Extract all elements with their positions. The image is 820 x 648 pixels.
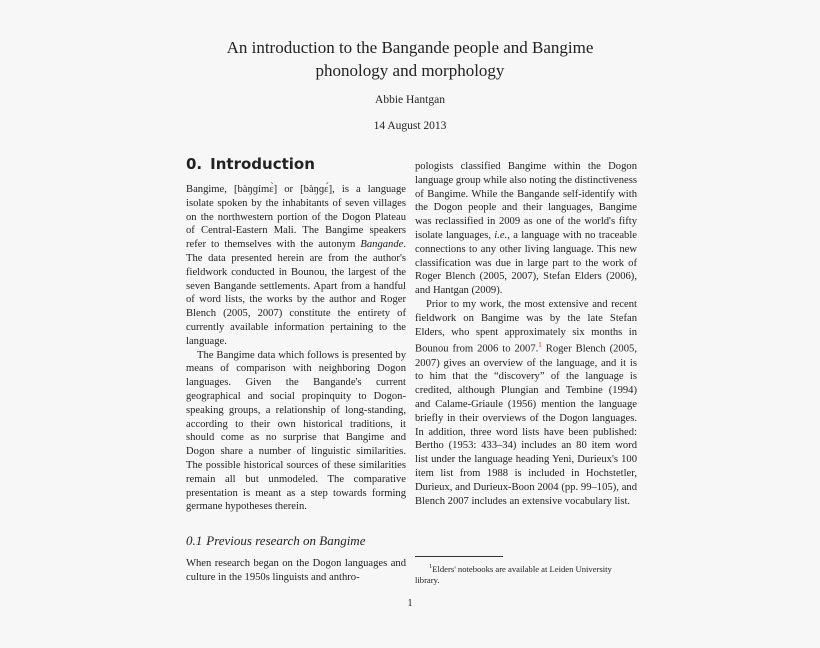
section-title: Introduction bbox=[210, 155, 315, 173]
paragraph-text: Roger Blench (2005, 2007) gives an overview of the language, and it is to him that the “discovery” of the language is credited, although Plungian and Tembine (1994) and Calame-Griaule (1956) mention the language briefly in their overviews of the Dogon languages. In addition, three word lists have been published: Bertho (1953: 433–34) includes an 80 item word list under the language heading Yeni, Durieux's 100 item list from 1988 is included in Hochstetler, Durieux, and Durieux-Boon 2004 (pp. 99–105), and Blench 2007 includes an extensive vocabulary list. bbox=[415, 343, 637, 507]
section-heading bbox=[186, 155, 315, 173]
subsection-title: Previous research on Bangime bbox=[206, 533, 366, 548]
footnote-reference[interactable]: 1 bbox=[538, 341, 542, 350]
footnote-divider bbox=[415, 556, 503, 557]
footnote-marker: 1 bbox=[429, 563, 433, 570]
publication-date: 14 August 2013 bbox=[373, 120, 447, 132]
paragraph-text: , a language with no traceable connections to any other living language. This new classification was due in large part to the work of Roger Blench (2005, 2007), Stefan Elders (2006), and Hantgan (2009). bbox=[415, 229, 637, 297]
ie-italic: i.e. bbox=[494, 229, 508, 241]
left-column-bottom bbox=[186, 557, 406, 585]
autonym-italic: Bangande bbox=[360, 239, 404, 251]
footnote bbox=[415, 561, 637, 587]
paragraph-research-2 bbox=[415, 160, 637, 298]
title-line-2: phonology and morphology bbox=[315, 61, 505, 80]
paragraph-text: Bangime, [bàŋɡímɛ̀] or [bàŋɡɛ́], is a language isolate spoken by the inhabitants of seven villages on the northwestern portion of the Dogon Plateau of Central-Eastern Mali. The Bangime speakers refer to themselves with the autonym bbox=[186, 184, 406, 251]
footnote-text: Elders' notebooks are available at Leiden University library. bbox=[415, 563, 612, 586]
section-number: 0. bbox=[186, 155, 203, 173]
left-column bbox=[186, 183, 406, 514]
paragraph-research-1: When research began on the Dogon languages and culture in the 1950s linguists and anthro- bbox=[186, 558, 406, 583]
subsection-number: 0.1 bbox=[186, 533, 203, 548]
paragraph-intro-2: The Bangime data which follows is presented by means of comparison with neighboring Dogon languages. Given the Bangande's current geographical and social propinquity to Dogon-speaking groups, a relationship of long-standing, according to their own historical traditions, it should come as no surprise that Bangime and Dogon share a number of linguistic similarities. The possible historical sources of these similarities remain all but unmodeled. The comparative presentation is meant as a step towards forming germane hypotheses therein. bbox=[186, 349, 406, 513]
paragraph-text: Prior to my work, the most extensive and recent fieldwork on Bangime was by the late Stefan Elders, who spent approximately six months in Bounou from 2006 to 2007. bbox=[415, 298, 637, 355]
right-column bbox=[415, 160, 637, 508]
paragraph-text: . The data presented herein are from the author's fieldwork conducted in Bounou, the largest of the seven Bangande settlements. Apart from a handful of word lists, the works by the author and Roger Blench (2005, 2007) constitute the entirety of currently available information pertaining to the language. bbox=[186, 239, 406, 347]
paragraph-intro-1 bbox=[186, 183, 406, 349]
author-name: Abbie Hantgan bbox=[375, 94, 445, 106]
title-line-1: An introduction to the Bangande people and Bangime bbox=[226, 38, 594, 57]
paper-title bbox=[160, 36, 660, 82]
paragraph-text: pologists classified Bangime within the Dogon language group while also noting the distinctiveness of Bangime. While the Bangande self-identify with the Dogon people and their languages, Bangime was reclassified in 2009 as one of the world's fifty isolate languages, bbox=[415, 161, 637, 241]
subsection-heading bbox=[186, 533, 365, 549]
page-number: 1 bbox=[407, 598, 413, 609]
paragraph-research-3 bbox=[415, 298, 637, 508]
